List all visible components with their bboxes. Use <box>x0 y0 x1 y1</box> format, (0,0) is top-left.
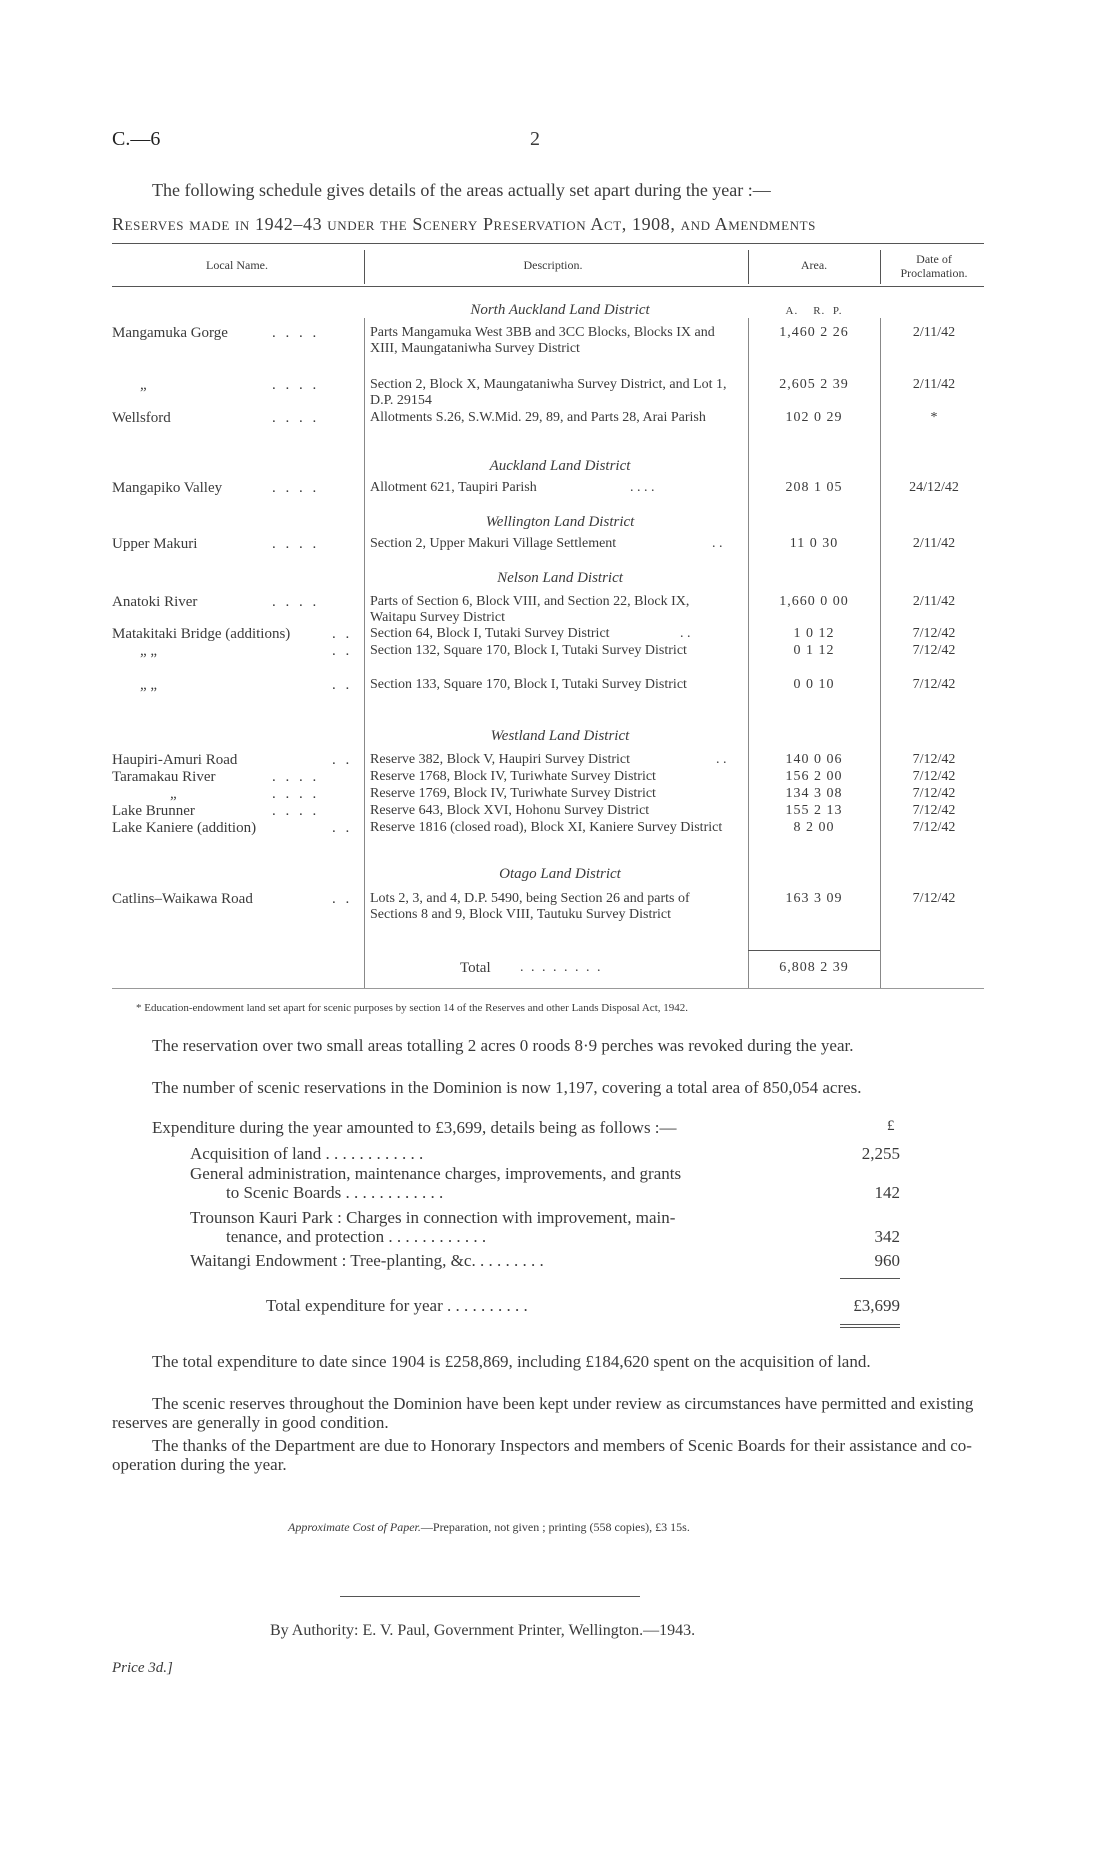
row-description: Lots 2, 3, and 4, D.P. 5490, being Section 26 and parts of Sections 8 and 9, Block VIII, Tautuku Survey District <box>370 891 690 922</box>
total-dots: . . . . . . . . <box>520 960 603 975</box>
row-dots: . . . . <box>272 594 320 610</box>
expenditure-subtotal-rule <box>840 1278 900 1279</box>
divider-area-date-body <box>880 318 881 988</box>
row-description: Section 2, Block X, Maungataniwha Survey District, and Lot 1, D.P. 29154 <box>370 377 727 408</box>
col-area: Area. <box>800 258 828 272</box>
district-heading: Wellington Land District <box>485 514 635 530</box>
row-local-name: „ „ <box>140 677 158 693</box>
row-description: Allotment 621, Taupiri Parish <box>370 480 537 495</box>
row-local-name: Lake Brunner <box>112 803 195 819</box>
row-date: 24/12/42 <box>909 480 959 495</box>
expenditure-item-amount: 960 <box>874 1251 900 1270</box>
expenditure-heading: Expenditure during the year amounted to £3,699, details being as follows :— <box>152 1118 677 1137</box>
paragraph: The thanks of the Department are due to Honorary Inspectors and members of Scenic Boards for their assistance and co-operation during the year. <box>112 1436 972 1474</box>
row-date: 2/11/42 <box>912 377 956 392</box>
row-local-name: Anatoki River <box>112 594 198 610</box>
area-units <box>754 305 874 317</box>
row-description-wrap <box>370 626 736 642</box>
unit-roods: R. <box>813 305 826 317</box>
row-area: 140 0 06 <box>785 752 843 767</box>
divider-name-desc-body <box>364 318 365 988</box>
row-local-name: Catlins–Waikawa Road <box>112 891 253 907</box>
row-date: 7/12/42 <box>912 752 956 767</box>
price: Price 3d.] <box>112 1660 173 1676</box>
row-description: Reserve 1769, Block IV, Turiwhate Survey District <box>370 786 656 801</box>
row-date: 7/12/42 <box>912 626 956 641</box>
row-date: 7/12/42 <box>912 786 956 801</box>
row-local-name: Taramakau River <box>112 769 216 785</box>
row-date: 2/11/42 <box>912 594 956 609</box>
row-description-wrap <box>370 536 736 552</box>
expenditure-item-label: Waitangi Endowment : Tree-planting, &c. . . . . . . . . <box>190 1251 544 1270</box>
row-dots: . . . . <box>272 786 320 802</box>
col-date-2: Proclamation. <box>900 266 968 280</box>
row-local-name: Haupiri-Amuri Road <box>112 752 238 768</box>
unit-perches: P. <box>832 305 843 317</box>
row-date: 2/11/42 <box>912 536 956 551</box>
row-description: Reserve 382, Block V, Haupiri Survey District <box>370 752 631 767</box>
total-label: Total <box>460 960 491 976</box>
expenditure-item-amount: 342 <box>874 1227 900 1246</box>
row-area: 0 0 10 <box>793 677 835 692</box>
row-date: 2/11/42 <box>912 325 956 340</box>
expenditure-total-amount: £3,699 <box>853 1296 900 1315</box>
col-local-name: Local Name. <box>206 258 268 272</box>
row-local-name: „ <box>140 377 147 393</box>
row-description-wrap <box>370 480 736 496</box>
district-heading: Westland Land District <box>490 728 630 744</box>
row-dots: . . . . <box>272 325 320 341</box>
row-dots: . . <box>332 643 353 659</box>
row-local-name: „ <box>170 786 177 802</box>
district-heading: Auckland Land District <box>489 458 631 474</box>
expenditure-item-amount: 2,255 <box>861 1144 900 1163</box>
row-dots: . . <box>332 820 353 836</box>
authority-line: By Authority: E. V. Paul, Government Printer, Wellington.—1943. <box>270 1622 696 1639</box>
expenditure-item-label: Acquisition of land . . . . . . . . . . . . <box>190 1144 424 1163</box>
paragraph: The number of scenic reservations in the Dominion is now 1,197, covering a total area of 850,054 acres. <box>152 1078 862 1097</box>
row-dots: . . . . <box>272 410 320 426</box>
row-local-name: Matakitaki Bridge (additions) <box>112 626 291 642</box>
row-area: 163 3 09 <box>785 891 843 906</box>
row-area: 156 2 00 <box>785 769 843 784</box>
total-area: 6,808 2 39 <box>779 960 849 975</box>
district-heading: Nelson Land District <box>497 570 623 586</box>
row-date: 7/12/42 <box>912 643 956 658</box>
table-header-rule <box>112 286 984 287</box>
row-dots: . . <box>332 752 353 768</box>
row-local-name: Mangamuka Gorge <box>112 325 228 341</box>
divider-desc-area-body <box>748 318 749 988</box>
row-date: 7/12/42 <box>912 803 956 818</box>
row-leader: . . <box>712 536 723 551</box>
row-description: Parts Mangamuka West 3BB and 3CC Blocks, Blocks IX and XIII, Maungataniwha Survey District <box>370 325 715 356</box>
row-dots: . . . . <box>272 377 320 393</box>
divider-name-desc <box>364 250 365 284</box>
paper-cost-text: —Preparation, not given ; printing (558 copies), £3 15s. <box>420 1520 690 1534</box>
currency-symbol: £ <box>887 1118 895 1134</box>
col-description: Description. <box>523 258 583 272</box>
footnote: * Education-endowment land set apart for scenic purposes by section 14 of the Reserves and other Lands Disposal Act, 1942. <box>136 1002 688 1014</box>
row-description: Section 2, Upper Makuri Village Settlement <box>370 536 617 551</box>
expenditure-item-label-cont: tenance, and protection . . . . . . . . . . . . <box>226 1227 487 1246</box>
row-area: 1,460 2 26 <box>779 325 849 340</box>
row-area: 102 0 29 <box>785 410 843 425</box>
row-date: 7/12/42 <box>912 769 956 784</box>
paragraph: The total expenditure to date since 1904 is £258,869, including £184,620 spent on the acquisition of land. <box>152 1352 871 1371</box>
paper-cost <box>288 1520 690 1535</box>
row-area: 134 3 08 <box>785 786 843 801</box>
row-area: 2,605 2 39 <box>779 377 849 392</box>
divider-area-date <box>880 250 881 284</box>
row-description: Section 133, Square 170, Block I, Tutaki Survey District <box>370 677 687 692</box>
row-dots: . . <box>332 891 353 907</box>
row-area: 208 1 05 <box>785 480 843 495</box>
district-heading: Otago Land District <box>499 866 621 882</box>
row-local-name: Upper Makuri <box>112 536 198 552</box>
row-dots: . . . . <box>272 803 320 819</box>
district-heading: North Auckland Land District <box>470 302 650 318</box>
row-date: 7/12/42 <box>912 891 956 906</box>
row-leader: . . <box>680 626 691 641</box>
footer-rule <box>340 1596 640 1597</box>
unit-acres: A. <box>785 305 799 317</box>
expenditure-item-label-cont: to Scenic Boards . . . . . . . . . . . . <box>226 1183 444 1202</box>
row-dots: . . . . <box>272 536 320 552</box>
row-area: 1,660 0 00 <box>779 594 849 609</box>
row-date: * <box>930 410 938 425</box>
divider-desc-area <box>748 250 749 284</box>
expenditure-item-label: Trounson Kauri Park : Charges in connection with improvement, main- <box>190 1208 676 1227</box>
row-area: 11 0 30 <box>789 536 839 551</box>
row-local-name: Mangapiko Valley <box>112 480 223 496</box>
row-description: Section 64, Block I, Tutaki Survey District <box>370 626 610 641</box>
row-description: Parts of Section 6, Block VIII, and Section 22, Block IX, Waitapu Survey District <box>370 594 690 625</box>
expenditure-item-amount: 142 <box>874 1183 900 1202</box>
row-description: Reserve 1768, Block IV, Turiwhate Survey District <box>370 769 656 784</box>
table-bottom-rule <box>112 988 984 989</box>
row-dots: . . . . <box>272 480 320 496</box>
row-local-name: Wellsford <box>112 410 171 426</box>
row-description: Allotments S.26, S.W.Mid. 29, 89, and Parts 28, Arai Parish <box>370 410 706 425</box>
row-date: 7/12/42 <box>912 677 956 692</box>
row-description-wrap <box>370 752 736 768</box>
expenditure-total-label: Total expenditure for year . . . . . . . . . . <box>266 1296 528 1315</box>
row-description: Reserve 1816 (closed road), Block XI, Kaniere Survey District <box>370 820 723 835</box>
row-description: Reserve 643, Block XVI, Hohonu Survey District <box>370 803 650 818</box>
row-dots: . . <box>332 626 353 642</box>
col-date-1: Date of <box>916 252 952 266</box>
row-description: Section 132, Square 170, Block I, Tutaki Survey District <box>370 643 687 658</box>
paper-cost-label: Approximate Cost of Paper. <box>288 1520 421 1534</box>
page-number: 2 <box>530 128 540 150</box>
document-code: C.—6 <box>112 128 161 150</box>
table-top-rule <box>112 243 984 244</box>
row-area: 0 1 12 <box>793 643 835 658</box>
paragraph: The scenic reserves throughout the Dominion have been kept under review as circumstances have permitted and existing reserves are generally in good condition. <box>112 1394 974 1432</box>
expenditure-item-label: General administration, maintenance charges, improvements, and grants <box>190 1164 682 1183</box>
row-area: 1 0 12 <box>793 626 835 641</box>
area-total-rule <box>748 950 880 951</box>
row-local-name: „ „ <box>140 643 158 659</box>
table-title: Reserves made in 1942–43 under the Scenery Preservation Act, 1908, and Amendments <box>112 214 816 234</box>
expenditure-total-rule <box>840 1324 900 1325</box>
row-leader: . . . . <box>630 480 655 495</box>
row-leader: . . <box>716 752 727 767</box>
row-date: 7/12/42 <box>912 820 956 835</box>
row-local-name: Lake Kaniere (addition) <box>112 820 257 836</box>
intro-text: The following schedule gives details of the areas actually set apart during the year :— <box>152 180 771 200</box>
row-area: 155 2 13 <box>785 803 843 818</box>
paragraph: The reservation over two small areas totalling 2 acres 0 roods 8·9 perches was revoked during the year. <box>152 1036 854 1055</box>
expenditure-total-rule-2 <box>840 1327 900 1328</box>
row-dots: . . <box>332 677 353 693</box>
row-dots: . . . . <box>272 769 320 785</box>
row-area: 8 2 00 <box>793 820 835 835</box>
